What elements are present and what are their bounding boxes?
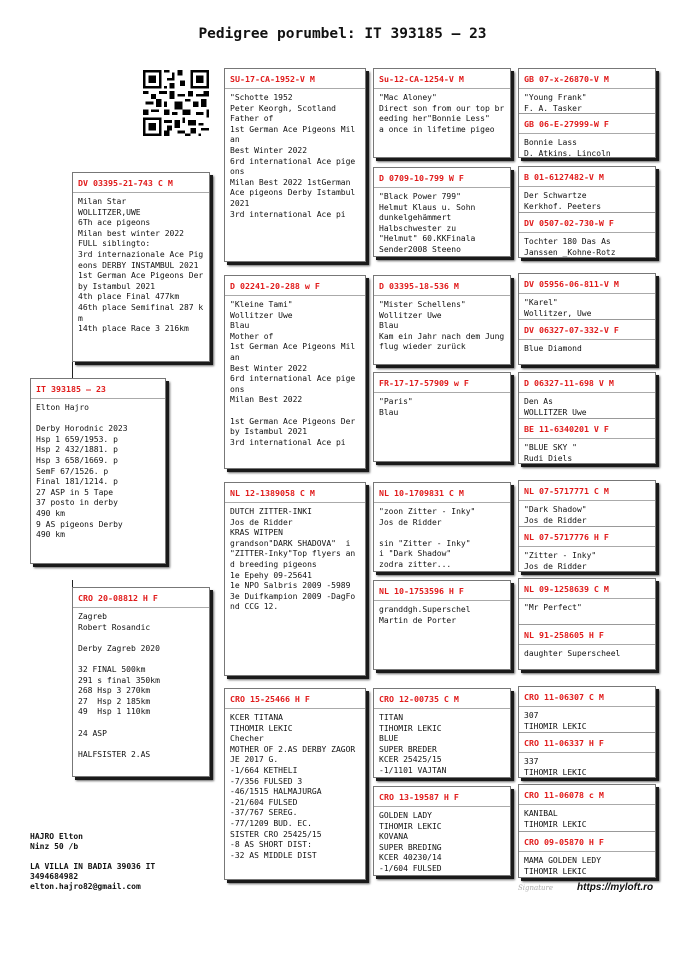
pedigree-card-grandparent: [224, 482, 366, 676]
card-text: KANIBAL TIHOMIR LEKIC: [524, 809, 587, 829]
card-text: Tochter 180 Das As Janssen _Kohne-Rotz: [524, 237, 616, 257]
card-text: GOLDEN LADY TIHOMIR LEKIC KOVANA SUPER BREDING KCER 40230/14 -1/604 FULSED: [379, 811, 442, 873]
ring-number: GB 06-E-27999-W F: [519, 114, 655, 134]
owner-info: [30, 832, 155, 892]
card-text: Bonnie Lass D. Atkins. Lincoln: [524, 138, 611, 157]
ring-number: CRO 11-06078 c M: [519, 785, 655, 805]
pedigree-card-gg-grandparents: [518, 68, 656, 158]
owner-address-line: LA VILLA IN BADIA 39036 IT: [30, 862, 156, 871]
card-text: "Mr Perfect": [524, 603, 582, 612]
pedigree-card-subject: [30, 378, 166, 564]
pedigree-card-sire: [72, 172, 210, 362]
ring-number: NL 12-1389058 C M: [225, 483, 365, 503]
pedigree-card-great-grandparent: [373, 68, 511, 158]
ring-number: FR-17-17-57909 w F: [374, 373, 510, 393]
card-text: Zagreb Robert Rosandic Derby Zagreb 2020 32 FINAL 500km 291 s final 350km 268 Hsp 3 270km 27 Hsp 2 185km 49 Hsp 1 110km 24 ASP HALFSISTER 2.AS: [78, 612, 160, 759]
ring-number: BE 11-6340201 V F: [519, 419, 655, 439]
ring-number: CRO 20-08812 H F: [73, 588, 209, 608]
card-text: granddgh.Superschel Martin de Porter: [379, 605, 471, 625]
card-text: 337 TIHOMIR LEKIC: [524, 757, 587, 777]
pedigree-card-great-grandparent: [373, 786, 511, 876]
ring-number: CRO 11-06307 C M: [519, 687, 655, 707]
qr-code-icon: [143, 70, 209, 136]
ring-number: GB 07-x-26870-V M: [519, 69, 655, 89]
card-text: "Zitter - Inky" Jos de Ridder: [524, 551, 597, 571]
website-link[interactable]: https://myloft.ro: [577, 882, 654, 893]
card-text: "Paris" Blau: [379, 397, 413, 417]
pedigree-card-gg-grandparents: [518, 372, 656, 464]
pedigree-card-grandparent: [224, 68, 366, 262]
owner-email[interactable]: elton.hajro82@gmail.com: [30, 882, 141, 891]
ring-number: NL 10-1709831 C M: [374, 483, 510, 503]
card-text: Der Schwartze Kerkhof. Peeters: [524, 191, 602, 211]
owner-phone: 3494684982: [30, 872, 79, 881]
pedigree-card-great-grandparent: [373, 688, 511, 778]
card-text: "Black Power 799" Helmut Klaus u. Sohn dunkelgehämmert Halbschwester zu "Helmut" 60.KKFinala Sender2008 Steeno: [379, 192, 476, 254]
owner-name: HAJRO Elton: [30, 832, 83, 841]
pedigree-card-grandparent: [224, 275, 366, 469]
card-text: "Schotte 1952 Peter Keorgh, Scotland Father of 1st German Ace Pigeons Milan Best Winter 2022 6rd international Ace pigeons Milan Best 2022 1stGerman Ace pigeons Derby Istambul 2021 3rd international Ace pi: [230, 93, 356, 219]
ring-number: D 0709-10-799 W F: [374, 168, 510, 188]
card-text: DUTCH ZITTER-INKI Jos de Ridder KRAS WITPEN grandson"DARK SHADOVA" i "ZITTER-Inky"Top flyers and breeding pigeons 1e Epehy 09-25641 1e NPO Salbris 2009 -5989 3e Duifkampion 2009 -DagFond CCG 12.: [230, 507, 356, 612]
pedigree-card-great-grandparent: [373, 167, 511, 257]
pedigree-card-gg-grandparents: [518, 166, 656, 258]
pedigree-card-great-grandparent: [373, 482, 511, 572]
card-text: "BLUE SKY " Rudi Diels: [524, 443, 577, 463]
ring-number: CRO 09-05870 H F: [519, 832, 655, 852]
ring-number: B 01-6127482-V M: [519, 167, 655, 187]
connector-line: [212, 195, 213, 305]
ring-number: DV 0507-02-730-W F: [519, 213, 655, 233]
ring-number: DV 05956-06-811-V M: [519, 274, 655, 294]
card-text: KCER TITANA TIHOMIR LEKIC Checher MOTHER OF 2.AS DERBY ZAGORJE 2017 G. -1/664 KETHELI -7/356 FULSED 3 -46/1515 HALMAJURGA -21/604 FULSED -37/767 SEREG. -77/1209 BUD. EC. SISTER CRO 25425/15 -8 AS SHORT DIST: -32 AS MIDDLE DIST: [230, 713, 356, 860]
pedigree-card-gg-grandparents: [518, 686, 656, 778]
ring-number: NL 07-5717776 H F: [519, 527, 655, 547]
card-text: 307 TIHOMIR LEKIC: [524, 711, 587, 731]
ring-number: Su-12-CA-1254-V M: [374, 69, 510, 89]
card-text: Elton Hajro Derby Horodnic 2023 Hsp 1 659/1953. p Hsp 2 432/1881. p Hsp 3 658/1669. p SemF 67/1526. p Final 181/1214. p 27 ASP in 5 Tape 37 posto in derby 490 km 9 AS pigeons Derby 490 km: [36, 403, 128, 540]
ring-number: NL 91-258605 H F: [519, 625, 655, 645]
pedigree-card-great-grandparent: [373, 275, 511, 365]
ring-number: DV 06327-07-332-V F: [519, 320, 655, 340]
pedigree-card-dam: [72, 587, 210, 777]
pedigree-card-gg-grandparents: [518, 480, 656, 572]
card-text: TITAN TIHOMIR LEKIC BLUE SUPER BREDER KCER 25425/15 -1/1101 VAJTAN: [379, 713, 447, 775]
ring-number: NL 10-1753596 H F: [374, 581, 510, 601]
page-title: Pedigree porumbel: IT 393185 – 23: [198, 26, 487, 42]
connector-line: [212, 680, 213, 710]
owner-address-line: Ninz 50 /b: [30, 842, 79, 851]
ring-number: NL 09-1258639 C M: [519, 579, 655, 599]
ring-number: CRO 11-06337 H F: [519, 733, 655, 753]
ring-number: CRO 15-25466 H F: [225, 689, 365, 709]
pedigree-card-gg-grandparents: [518, 273, 656, 365]
card-text: "Mac Aloney" Direct son from our top breeding her"Bonnie Less" a once in lifetime pigeo: [379, 93, 505, 134]
card-text: daughter Superscheel: [524, 649, 621, 658]
card-text: "Karel" Wollitzer, Uwe: [524, 298, 592, 318]
card-text: "Young Frank" F. A. Tasker: [524, 93, 587, 113]
signature: Signature: [518, 884, 554, 892]
ring-number: D 06327-11-698 V M: [519, 373, 655, 393]
card-text: Milan Star WOLLITZER,UWE 6Th ace pigeons Milan best winter 2022 FULL siblingto: 3rd internazionale Ace Pigeons DERBY INSTAMBUL 2021 1st German Ace Pigeons Derby Istambul 2021 4th place Final 477km 46th place Semifinal 287 km 14th place Race 3 216km: [78, 197, 204, 334]
card-text: Blue Diamond: [524, 344, 582, 353]
card-text: Den As WOLLITZER Uwe: [524, 397, 587, 417]
ring-number: CRO 13-19587 H F: [374, 787, 510, 807]
card-text: "Mister Schellens" Wollitzer Uwe Blau Kam ein Jahr nach dem Jungflug wieder zurück: [379, 300, 505, 352]
card-text: MAMA GOLDEN LEDY TIHOMIR LEKIC: [524, 856, 602, 876]
ring-number: NL 07-5717771 C M: [519, 481, 655, 501]
pedigree-card-grandparent: [224, 688, 366, 880]
card-text: "zoon Zitter - Inky" Jos de Ridder sin "Zitter - Inky" i "Dark Shadow" zodra zitter...: [379, 507, 476, 569]
card-text: "Dark Shadow" Jos de Ridder: [524, 505, 587, 525]
ring-number: IT 393185 – 23: [31, 379, 165, 399]
pedigree-card-great-grandparent: [373, 372, 511, 462]
ring-number: CRO 12-00735 C M: [374, 689, 510, 709]
card-text: "Kleine Tami" Wollitzer Uwe Blau Mother of 1st German Ace Pigeons Milan Best Winter 2022 6rd international Ace pigeons Milan Best 2022 1st German Ace Pigeons Derby Istambul 2021 3rd international Ace pi: [230, 300, 356, 447]
pedigree-card-great-grandparent: [373, 580, 511, 670]
pedigree-card-gg-grandparents: [518, 784, 656, 878]
ring-number: SU-17-CA-1952-V M: [225, 69, 365, 89]
ring-number: D 03395-18-536 M: [374, 276, 510, 296]
ring-number: D 02241-20-288 w F: [225, 276, 365, 296]
ring-number: DV 03395-21-743 C M: [73, 173, 209, 193]
pedigree-card-gg-grandparents: [518, 578, 656, 670]
